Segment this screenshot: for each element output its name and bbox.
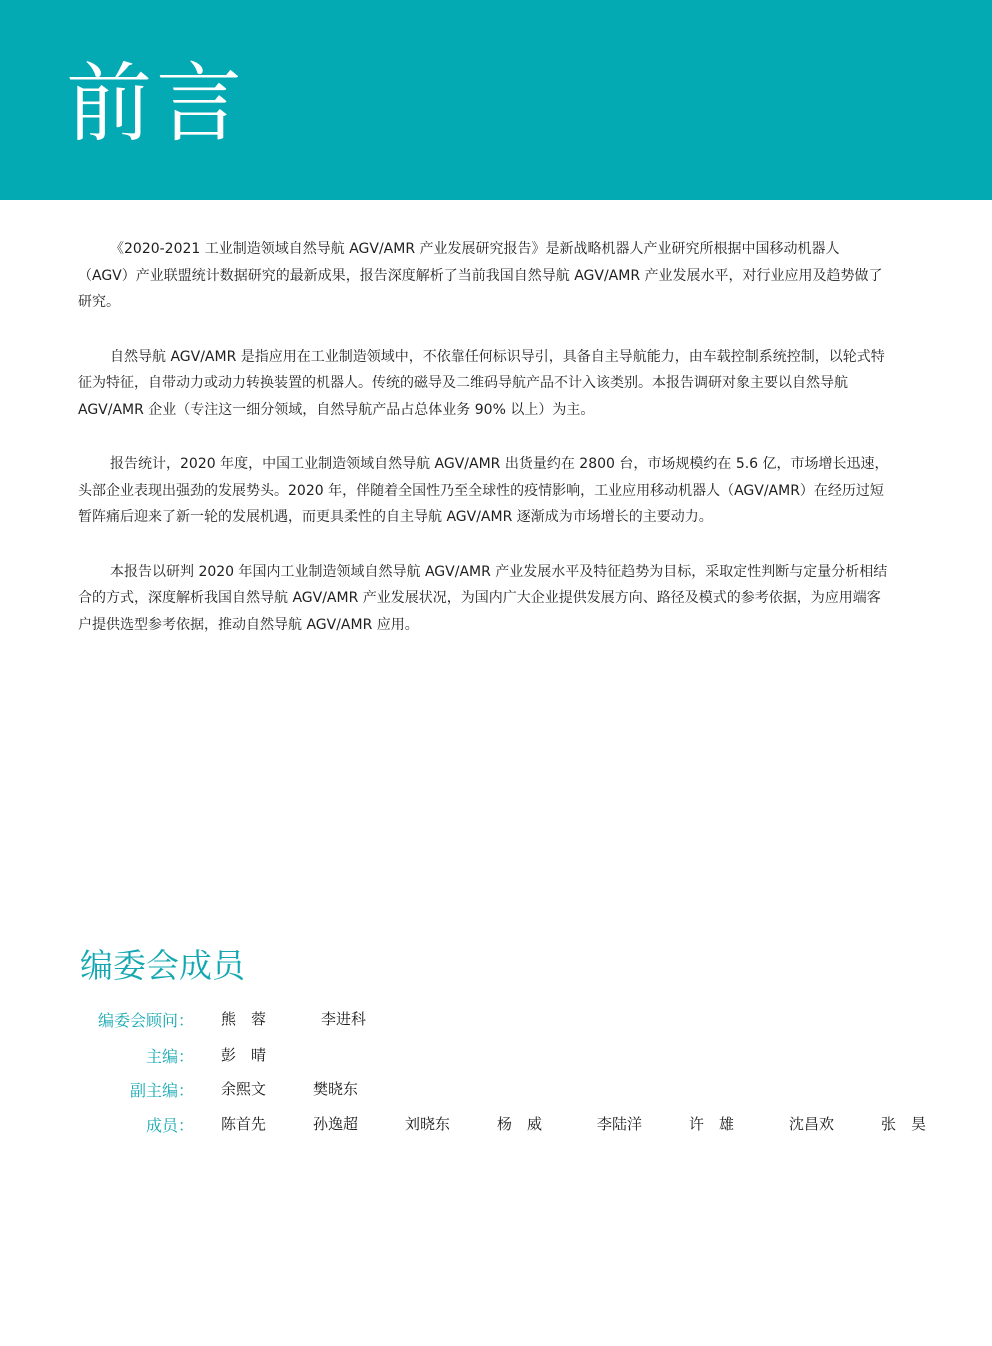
intro-paragraph: 本报告以研判 2020 年国内工业制造领域自然导航 AGV/AMR 产业发展水平及特征趋势为目标，采取定性判断与定量分析相结合的方式，深度解析我国自然导航 AGV/AMR 产业发展状况，为国内广大企业提供发展方向、路径及模式的参考依据，为应用端客户提供选型参考依据，推动自然导航 AGV/AMR 应用。 <box>78 563 888 633</box>
member-name: 李陆洋 <box>597 1115 643 1133</box>
intro-paragraph: 《2020-2021 工业制造领域自然导航 AGV/AMR 产业发展研究报告》是新战略机器人产业研究所根据中国移动机器人（AGV）产业联盟统计数据研究的最新成果，报告深度解析了当前我国自然导航 AGV/AMR 产业发展水平，对行业应用及趋势做了研究。 <box>78 241 883 310</box>
committee-row-chief-editor <box>0 1044 992 1074</box>
intro-paragraph: 报告统计，2020 年度，中国工业制造领域自然导航 AGV/AMR 出货量约在 2800 台，市场规模约在 5.6 亿，市场增长迅速，头部企业表现出强劲的发展势头。2020 年，伴随着全国性乃至全球性的疫情影响，工业应用移动机器人（AGV/AMR）在经历过短暂阵痛后迎来了新一轮的发展机遇，而更具柔性的自主导航 AGV/AMR 逐渐成为市场增长的主要动力。 <box>78 456 889 525</box>
role-label: 成员： <box>145 1116 194 1135</box>
role-label: 主编： <box>145 1047 194 1066</box>
committee-title: 编委会成员 <box>80 946 245 985</box>
member-name: 张 昊 <box>881 1115 927 1133</box>
member-name: 余熙文 <box>221 1080 267 1098</box>
role-label: 编委会顾问： <box>97 1011 194 1030</box>
header-band <box>0 0 992 200</box>
intro-section <box>78 236 890 666</box>
member-name: 沈昌欢 <box>789 1115 835 1133</box>
member-name: 陈首先 <box>221 1115 267 1133</box>
committee-row-deputy-editor <box>0 1078 992 1108</box>
member-name: 熊 蓉 <box>221 1010 267 1028</box>
member-name: 许 雄 <box>689 1115 735 1133</box>
member-name: 孙逸超 <box>313 1115 359 1133</box>
member-name: 李进科 <box>321 1010 367 1028</box>
member-name: 樊晓东 <box>313 1080 359 1098</box>
committee-row-members <box>0 1113 992 1143</box>
page-title: 前言 <box>66 54 246 154</box>
committee-row-advisor <box>0 1008 992 1038</box>
intro-paragraph: 自然导航 AGV/AMR 是指应用在工业制造领域中，不依靠任何标识导引，具备自主导航能力，由车载控制系统控制，以轮式特征为特征，自带动力或动力转换装置的机器人。传统的磁导及二维码导航产品不计入该类别。本报告调研对象主要以自然导航 AGV/AMR 企业（专注这一细分领域，自然导航产品占总体业务 90% 以上）为主。 <box>78 348 885 418</box>
member-name: 刘晓东 <box>405 1115 451 1133</box>
member-name: 杨 威 <box>497 1115 543 1133</box>
role-label: 副主编： <box>129 1081 194 1100</box>
member-name: 彭 晴 <box>221 1046 267 1064</box>
